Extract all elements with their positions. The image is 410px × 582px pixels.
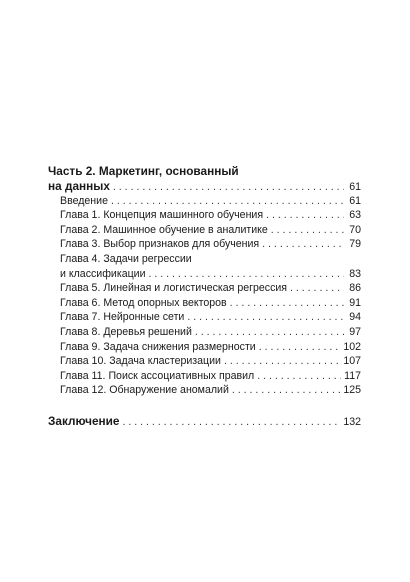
dot-leader	[195, 325, 344, 340]
toc-entry-page: 63	[349, 209, 361, 222]
conclusion-entry	[48, 414, 361, 429]
dot-leader	[290, 281, 344, 296]
toc-entry-title: Глава 2. Машинное обучение в аналитике	[60, 223, 268, 236]
toc-entry	[48, 325, 361, 340]
dot-leader	[271, 223, 344, 238]
toc-entry-page: 107	[343, 355, 361, 368]
toc-entry-title: Введение	[60, 194, 108, 207]
toc-entry-page: 102	[343, 340, 361, 353]
toc-entry-page: 117	[344, 369, 361, 382]
toc-entry-page: 94	[349, 311, 361, 324]
part-title-line2: на данных	[48, 179, 110, 193]
toc-entry-title: Глава 10. Задача кластеризации	[60, 355, 221, 368]
toc-entry-page: 70	[349, 223, 361, 236]
toc-entry	[48, 281, 361, 296]
toc-entry-title-continued: и классификации	[60, 267, 146, 280]
toc-entry-page: 125	[343, 384, 361, 397]
toc-entry-title: Глава 5. Линейная и логистическая регрессия	[60, 282, 288, 295]
toc-entry-page: 91	[349, 296, 361, 309]
toc-entry	[48, 310, 361, 325]
dot-leader	[224, 354, 340, 369]
dot-leader	[259, 340, 341, 355]
toc-entry-page: 61	[349, 194, 361, 207]
toc-entry-title: Глава 1. Концепция машинного обучения	[60, 209, 264, 222]
conclusion-title: Заключение	[48, 413, 120, 428]
toc-entry-title: Глава 12. Обнаружение аномалий	[60, 384, 229, 397]
toc-entry	[48, 237, 361, 252]
dot-leader	[187, 310, 344, 325]
dot-leader	[232, 383, 340, 398]
toc-entry	[48, 267, 361, 282]
dot-leader	[257, 369, 341, 384]
toc-entry-title: Глава 11. Поиск ассоциативных правил	[60, 369, 255, 382]
dot-leader	[262, 237, 344, 252]
dot-leader	[111, 194, 344, 209]
toc-entry-title: Глава 8. Деревья решений	[60, 325, 192, 338]
toc-entry	[48, 369, 361, 384]
part-title-line1: Часть 2. Маркетинг, основанный	[48, 164, 239, 178]
toc-entry-page: 79	[349, 238, 361, 251]
dot-leader	[230, 296, 344, 311]
table-of-contents	[48, 164, 361, 429]
toc-entry	[48, 383, 361, 398]
toc-entry-title: Глава 7. Нейронные сети	[60, 311, 185, 324]
conclusion-page: 132	[343, 415, 361, 428]
part-title-row	[48, 179, 361, 194]
toc-entry-first-line	[48, 252, 361, 267]
toc-entry	[48, 223, 361, 238]
toc-entry-title: Глава 6. Метод опорных векторов	[60, 296, 227, 309]
toc-entry-title: Глава 3. Выбор признаков для обучения	[60, 238, 260, 251]
dot-leader	[122, 415, 340, 430]
toc-entry	[48, 208, 361, 223]
toc-entry-page: 83	[349, 267, 361, 280]
part-page-number: 61	[349, 181, 361, 193]
toc-entry	[48, 194, 361, 209]
toc-entry	[48, 340, 361, 355]
dot-leader	[266, 208, 344, 223]
toc-entry-title: Глава 4. Задачи регрессии	[60, 252, 192, 265]
toc-entry	[48, 296, 361, 311]
dot-leader	[149, 267, 345, 282]
toc-entry-page: 86	[349, 282, 361, 295]
toc-entry	[48, 354, 361, 369]
toc-entry-page: 97	[349, 325, 361, 338]
toc-entry-title: Глава 9. Задача снижения размерности	[60, 340, 256, 353]
dot-leader	[113, 180, 344, 195]
